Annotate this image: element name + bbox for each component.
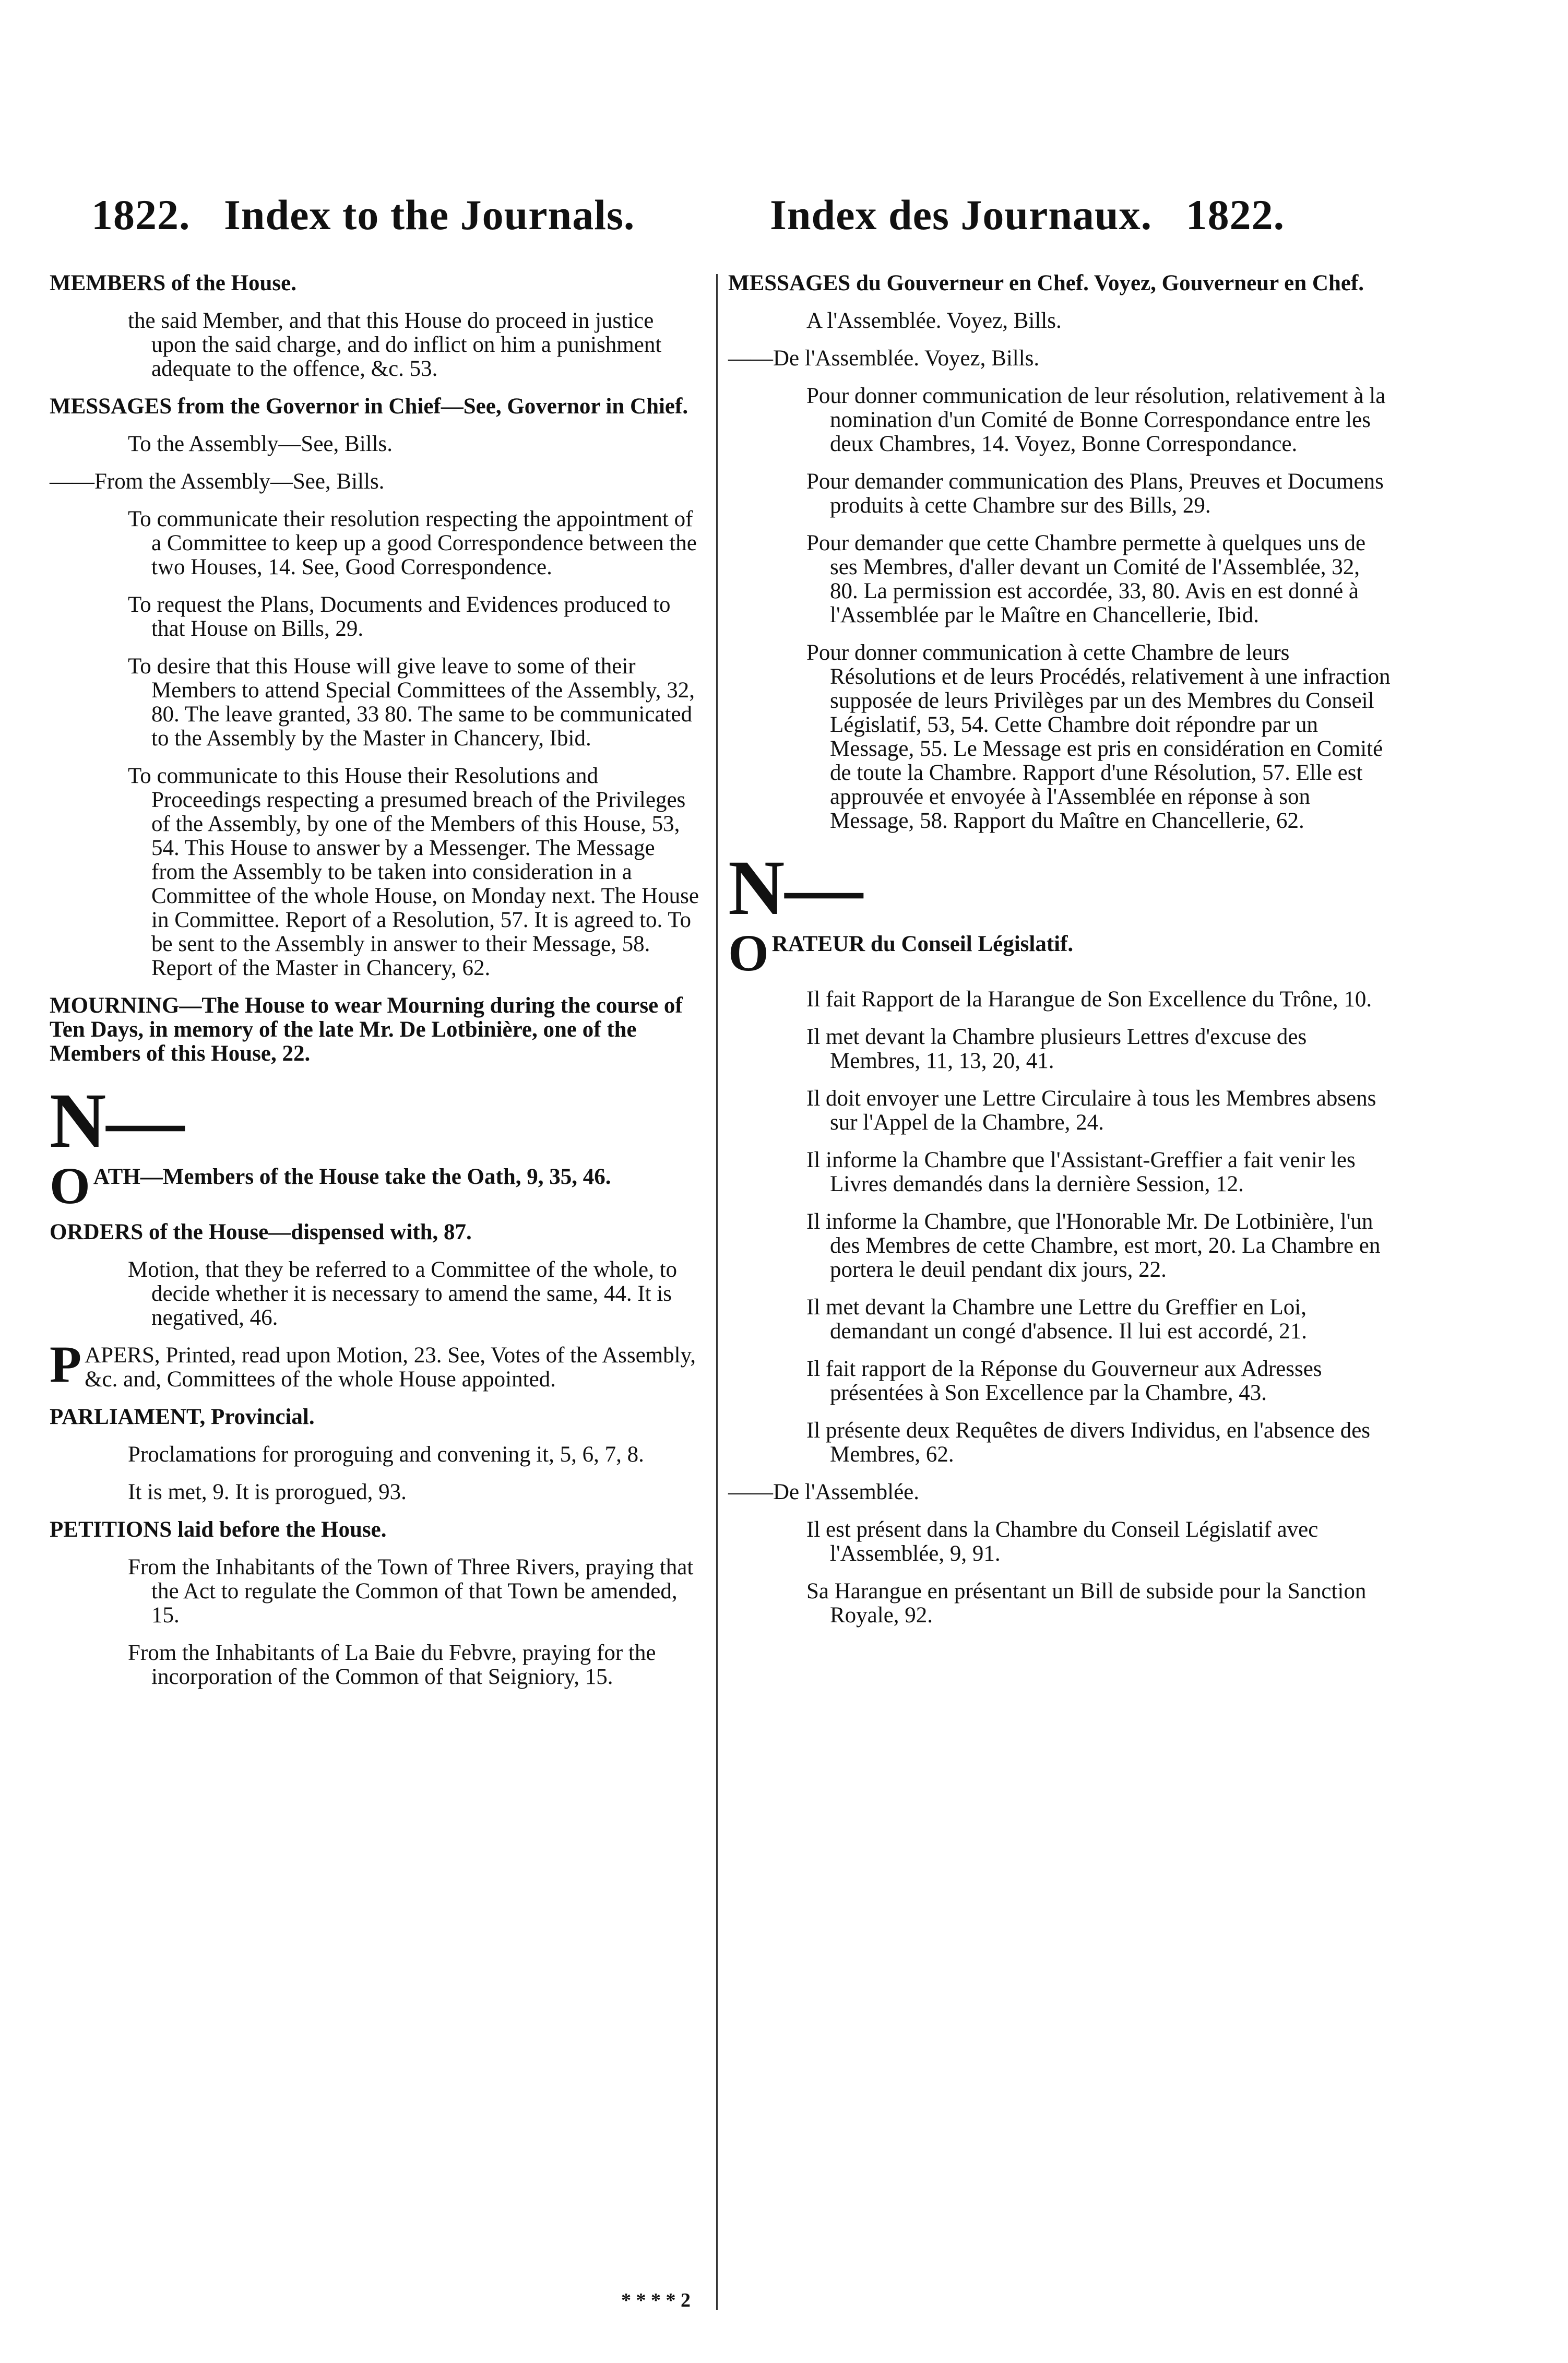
- header-left-year: 1822.: [91, 191, 191, 239]
- dropcap-p: P: [50, 1335, 82, 1393]
- section-letter-n-fr: N—: [728, 845, 863, 931]
- header-right-title: Index des Journaux.: [770, 191, 1153, 239]
- column-divider: [716, 274, 718, 2310]
- header-right: [770, 191, 1285, 240]
- entry-mourning: MOURNING—The House to wear Mourning during the course of Ten Days, in memory of the late Mr. De Lotbinière, one of the Members of this House, 22.: [50, 993, 683, 1066]
- entree-orateur-p2: Il met devant la Chambre plusieurs Lettres d'excuse des Membres, 11, 13, 20, 41.: [806, 1025, 1307, 1073]
- dropcap-o-fr: O: [728, 924, 769, 982]
- entry-parliament-p1: Proclamations for proroguing and convening it, 5, 6, 7, 8.: [128, 1442, 644, 1467]
- entry-messages-p6: To communicate to this House their Resolutions and Proceedings respecting a presumed breach of the Privileges of the Assembly, by one of the Members of this House, 53, 54. This House to answer by a Messenger. The Message from the Assembly to be taken into consideration in a Committee of the whole House, on Monday next. The House in Committee. Report of a Resolution, 57. It is agreed to. To be sent to the Assembly in answer to their Message, 58. Report of the Master in Chancery, 62.: [128, 764, 699, 980]
- dropcap-o: O: [50, 1157, 90, 1215]
- entry-messages-p2: ——From the Assembly—See, Bills.: [50, 469, 385, 494]
- entry-messages-head: MESSAGES from the Governor in Chief—See, Governor in Chief.: [50, 394, 688, 419]
- entry-papers: APERS, Printed, read upon Motion, 23. See, Votes of the Assembly, &c. and, Committees of the whole House appointed.: [85, 1343, 696, 1392]
- entree-messages-p6: Pour donner communication à cette Chambre de leurs Résolutions et de leurs Procédés, relativement à une infraction supposée de leurs Privilèges par un des Membres du Conseil Législatif, 53, 54. Cette Chambre doit répondre par un Message, 55. Le Message est pris en considération en Comité de toute la Chambre. Rapport d'une Résolution, 57. Elle est approuvée et envoyée à l'Assemblée en réponse à son Message, 58. Rapport du Maître en Chancellerie, 62.: [806, 640, 1391, 833]
- entry-parliament-p2: It is met, 9. It is prorogued, 93.: [128, 1480, 407, 1504]
- entry-petitions-head: PETITIONS laid before the House.: [50, 1517, 387, 1542]
- entree-orateur-p5: Il informe la Chambre, que l'Honorable Mr. De Lotbinière, l'un des Membres de cette Chambre, est mort, 20. La Chambre en portera le deuil pendant dix jours, 22.: [806, 1209, 1381, 1282]
- entry-members-text: the said Member, and that this House do proceed in justice upon the said charge, and do inflict on him a punishment adequate to the offence, &c. 53.: [128, 308, 662, 381]
- entree-messages-p5: Pour demander que cette Chambre permette à quelques uns de ses Membres, d'aller devant un Comité de l'Assemblée, 32, 80. La permission est accordée, 33, 80. Avis en est donné à l'Assemblée par le Maître en Chancellerie, Ibid.: [806, 531, 1366, 627]
- entry-orders-p1: Motion, that they be referred to a Committee of the whole, to decide whether it is necessary to amend the same, 44. It is negatived, 46.: [128, 1257, 678, 1330]
- entree-orateur-p6: Il met devant la Chambre une Lettre du Greffier en Loi, demandant un congé d'absence. Il lui est accordé, 21.: [806, 1295, 1307, 1344]
- section-letter-n: N—: [50, 1077, 185, 1164]
- entree-orateur-p10: Il est présent dans la Chambre du Conseil Législatif avec l'Assemblée, 9, 91.: [806, 1517, 1318, 1566]
- entry-petitions-p2: From the Inhabitants of La Baie du Febvre, praying for the incorporation of the Common of that Seigniory, 15.: [128, 1641, 656, 1689]
- entry-petitions-p1: From the Inhabitants of the Town of Three Rivers, praying that the Act to regulate the Common of that Town be amended, 15.: [128, 1555, 694, 1628]
- entree-orateur-p1: Il fait Rapport de la Harangue de Son Excellence du Trône, 10.: [806, 987, 1372, 1012]
- entry-oath: ATH—Members of the House take the Oath, 9, 35, 46.: [93, 1165, 611, 1189]
- english-index-column: [50, 271, 702, 1703]
- entry-messages-p1: To the Assembly—See, Bills.: [128, 432, 393, 456]
- entry-messages-p3: To communicate their resolution respecting the appointment of a Committee to keep up a good Correspondence between the two Houses, 14. See, Good Correspondence.: [128, 507, 697, 579]
- entree-messages-p2: ——De l'Assemblée. Voyez, Bills.: [728, 346, 1040, 371]
- header-right-year: 1822.: [1185, 191, 1285, 239]
- entry-members-head: MEMBERS of the House.: [50, 271, 296, 295]
- french-index-column: [728, 271, 1391, 1641]
- entree-orateur-p3: Il doit envoyer une Lettre Circulaire à tous les Membres absens sur l'Appel de la Chambre, 24.: [806, 1086, 1376, 1135]
- entree-messages-p1: A l'Assemblée. Voyez, Bills.: [806, 308, 1062, 333]
- entry-messages-p4: To request the Plans, Documents and Evidences produced to that House on Bills, 29.: [128, 592, 671, 641]
- entree-orateur-p4: Il informe la Chambre que l'Assistant-Greffier a fait venir les Livres demandés dans la dernière Session, 12.: [806, 1148, 1356, 1196]
- header-left: [91, 191, 635, 240]
- entree-orateur-head: RATEUR du Conseil Législatif.: [771, 932, 1074, 956]
- entree-messages-p3: Pour donner communication de leur résolution, relativement à la nomination d'un Comité de Bonne Correspondance entre les deux Chambres, 14. Voyez, Bonne Correspondance.: [806, 384, 1386, 456]
- entree-orateur-p7: Il fait rapport de la Réponse du Gouverneur aux Adresses présentées à Son Excellence par la Chambre, 43.: [806, 1357, 1322, 1405]
- entree-orateur-p8: Il présente deux Requêtes de divers Individus, en l'absence des Membres, 62.: [806, 1418, 1371, 1467]
- entry-orders-head: ORDERS of the House—dispensed with, 87.: [50, 1220, 472, 1244]
- entry-messages-p5: To desire that this House will give leave to some of their Members to attend Special Committees of the Assembly, 32, 80. The leave granted, 33 80. The same to be communicated to the Assembly by the Master in Chancery, Ibid.: [128, 654, 695, 751]
- entree-orateur-p9: ——De l'Assemblée.: [728, 1480, 920, 1504]
- entree-messages-head: MESSAGES du Gouverneur en Chef. Voyez, Gouverneur en Chef.: [728, 271, 1364, 295]
- header-left-title: Index to the Journals.: [224, 191, 635, 239]
- entree-messages-p4: Pour demander communication des Plans, Preuves et Documens produits à cette Chambre sur des Bills, 29.: [806, 469, 1384, 518]
- entry-parliament-head: PARLIAMENT, Provincial.: [50, 1405, 315, 1429]
- entree-orateur-p11: Sa Harangue en présentant un Bill de subside pour la Sanction Royale, 92.: [806, 1579, 1367, 1628]
- signature-mark: * * * * 2: [621, 2289, 691, 2311]
